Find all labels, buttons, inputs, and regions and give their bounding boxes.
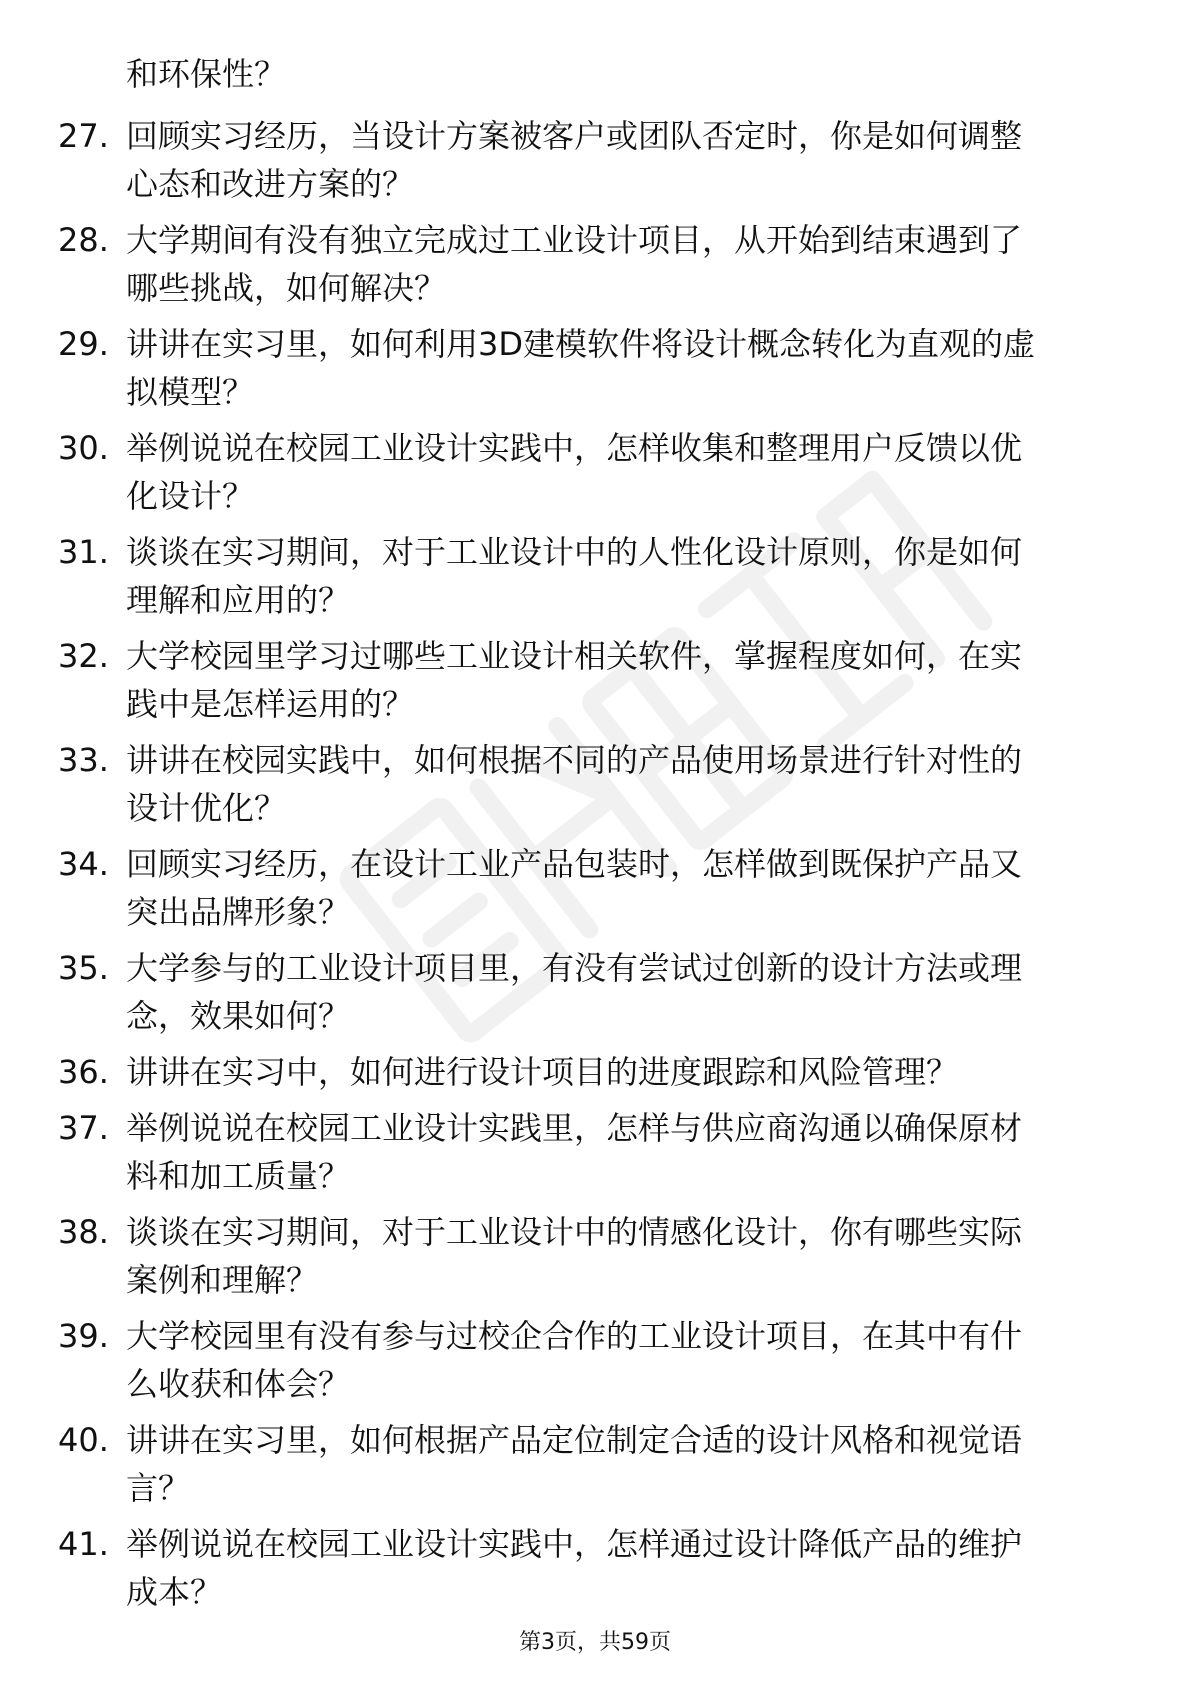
- question-number: 33.: [58, 741, 109, 779]
- question-text-line: 谈谈在实习期间，对于工业设计中的人性化设计原则，你是如何: [126, 533, 1023, 571]
- question-text-line: 拟模型？: [126, 373, 255, 411]
- question-number: 29.: [58, 325, 109, 363]
- question-text-line: 哪些挑战，如何解决？: [126, 269, 447, 307]
- question-text-line: 回顾实习经历，在设计工业产品包装时，怎样做到既保护产品又: [126, 845, 1023, 883]
- question-text-line: 谈谈在实习期间，对于工业设计中的情感化设计，你有哪些实际: [126, 1213, 1023, 1251]
- question-text-line: 案例和理解？: [126, 1261, 319, 1299]
- question-number: 39.: [58, 1317, 109, 1355]
- question-number: 32.: [58, 637, 109, 675]
- previous-question-continuation: 和环保性？: [126, 55, 287, 93]
- question-text-line: 大学校园里有没有参与过校企合作的工业设计项目，在其中有什: [126, 1317, 1023, 1355]
- question-text-line: 大学校园里学习过哪些工业设计相关软件，掌握程度如何，在实: [126, 637, 1023, 675]
- question-number: 37.: [58, 1109, 109, 1147]
- question-text-line: 心态和改进方案的？: [126, 165, 415, 203]
- question-text-line: 举例说说在校园工业设计实践里，怎样与供应商沟通以确保原材: [126, 1109, 1023, 1147]
- question-number: 38.: [58, 1213, 109, 1251]
- question-text-line: 突出品牌形象？: [126, 893, 351, 931]
- question-text-line: 讲讲在实习中，如何进行设计项目的进度跟踪和风险管理？: [126, 1053, 959, 1091]
- question-text-line: 举例说说在校园工业设计实践中，怎样通过设计降低产品的维护: [126, 1525, 1023, 1563]
- question-text-line: 料和加工质量？: [126, 1157, 351, 1195]
- question-text-line: 念，效果如何？: [126, 997, 351, 1035]
- question-number: 27.: [58, 117, 109, 155]
- question-number: 41.: [58, 1525, 109, 1563]
- question-number: 30.: [58, 429, 109, 467]
- question-text-line: 讲讲在实习里，如何利用3D建模软件将设计概念转化为直观的虚: [126, 325, 1036, 363]
- question-text-line: 言？: [126, 1469, 191, 1507]
- question-number: 36.: [58, 1053, 109, 1091]
- question-text-line: 理解和应用的？: [126, 581, 351, 619]
- page-number-label: 第3页，共59页: [519, 1630, 671, 1655]
- question-number: 28.: [58, 221, 109, 259]
- question-text-line: 化设计？: [126, 477, 255, 515]
- question-number: 34.: [58, 845, 109, 883]
- page-footer: [0, 1628, 1190, 1658]
- question-text-line: 大学参与的工业设计项目里，有没有尝试过创新的设计方法或理: [126, 949, 1023, 987]
- question-number: 35.: [58, 949, 109, 987]
- question-number: 40.: [58, 1421, 109, 1459]
- question-text-line: 讲讲在实习里，如何根据产品定位制定合适的设计风格和视觉语: [126, 1421, 1023, 1459]
- question-text-line: 么收获和体会？: [126, 1365, 351, 1403]
- question-text-line: 大学期间有没有独立完成过工业设计项目，从开始到结束遇到了: [126, 221, 1023, 259]
- question-text-line: 举例说说在校园工业设计实践中，怎样收集和整理用户反馈以优: [126, 429, 1023, 467]
- question-text-line: 回顾实习经历，当设计方案被客户或团队否定时，你是如何调整: [126, 117, 1023, 155]
- question-text-line: 践中是怎样运用的？: [126, 685, 415, 723]
- question-text-line: 讲讲在校园实践中，如何根据不同的产品使用场景进行针对性的: [126, 741, 1023, 779]
- question-text-line: 成本？: [126, 1573, 223, 1611]
- question-text-line: 设计优化？: [126, 789, 287, 827]
- question-number: 31.: [58, 533, 109, 571]
